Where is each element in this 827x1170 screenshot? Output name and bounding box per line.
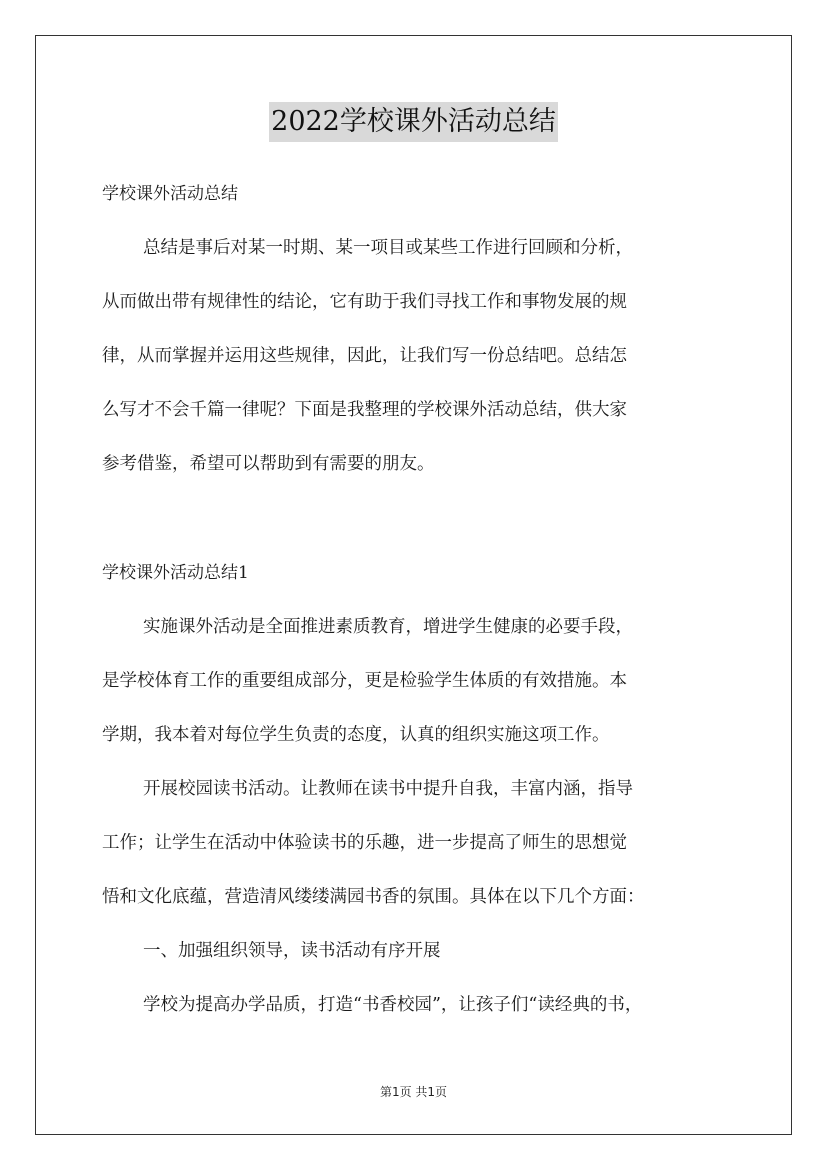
title-container [0, 102, 827, 142]
section-heading: 学校课外活动总结 [102, 184, 238, 204]
section1-para2-line-1: 开展校园读书活动。让教师在读书中提升自我，丰富内涵，指导 [143, 779, 633, 799]
section1-para1-line-2: 是学校体育工作的重要组成部分，更是检验学生体质的有效措施。本 [102, 671, 627, 691]
section1-para3-line-1: 学校为提高办学品质，打造“书香校园”，让孩子们“读经典的书， [143, 995, 643, 1015]
subheading-1: 一、加强组织领导，读书活动有序开展 [143, 941, 441, 961]
intro-line-1: 总结是事后对某一时期、某一项目或某些工作进行回顾和分析， [143, 238, 633, 258]
intro-line-2: 从而做出带有规律性的结论，它有助于我们寻找工作和事物发展的规 [102, 292, 627, 312]
intro-line-4: 么写才不会千篇一律呢？下面是我整理的学校课外活动总结，供大家 [102, 400, 627, 420]
intro-line-3: 律，从而掌握并运用这些规律，因此，让我们写一份总结吧。总结怎 [102, 346, 627, 366]
section1-para1-line-1: 实施课外活动是全面推进素质教育，增进学生健康的必要手段， [143, 617, 633, 637]
section1-heading: 学校课外活动总结1 [102, 563, 249, 583]
page-footer: 第1页 共1页 [379, 1085, 448, 1099]
document-title: 2022学校课外活动总结 [269, 102, 558, 142]
section1-para2-line-2: 工作；让学生在活动中体验读书的乐趣，进一步提高了师生的思想觉 [102, 833, 627, 853]
section1-para2-line-3: 悟和文化底蕴，营造清风缕缕满园书香的氛围。具体在以下几个方面： [102, 887, 645, 907]
intro-line-5: 参考借鉴，希望可以帮助到有需要的朋友。 [102, 454, 435, 474]
section1-para1-line-3: 学期，我本着对每位学生负责的态度，认真的组织实施这项工作。 [102, 725, 610, 745]
